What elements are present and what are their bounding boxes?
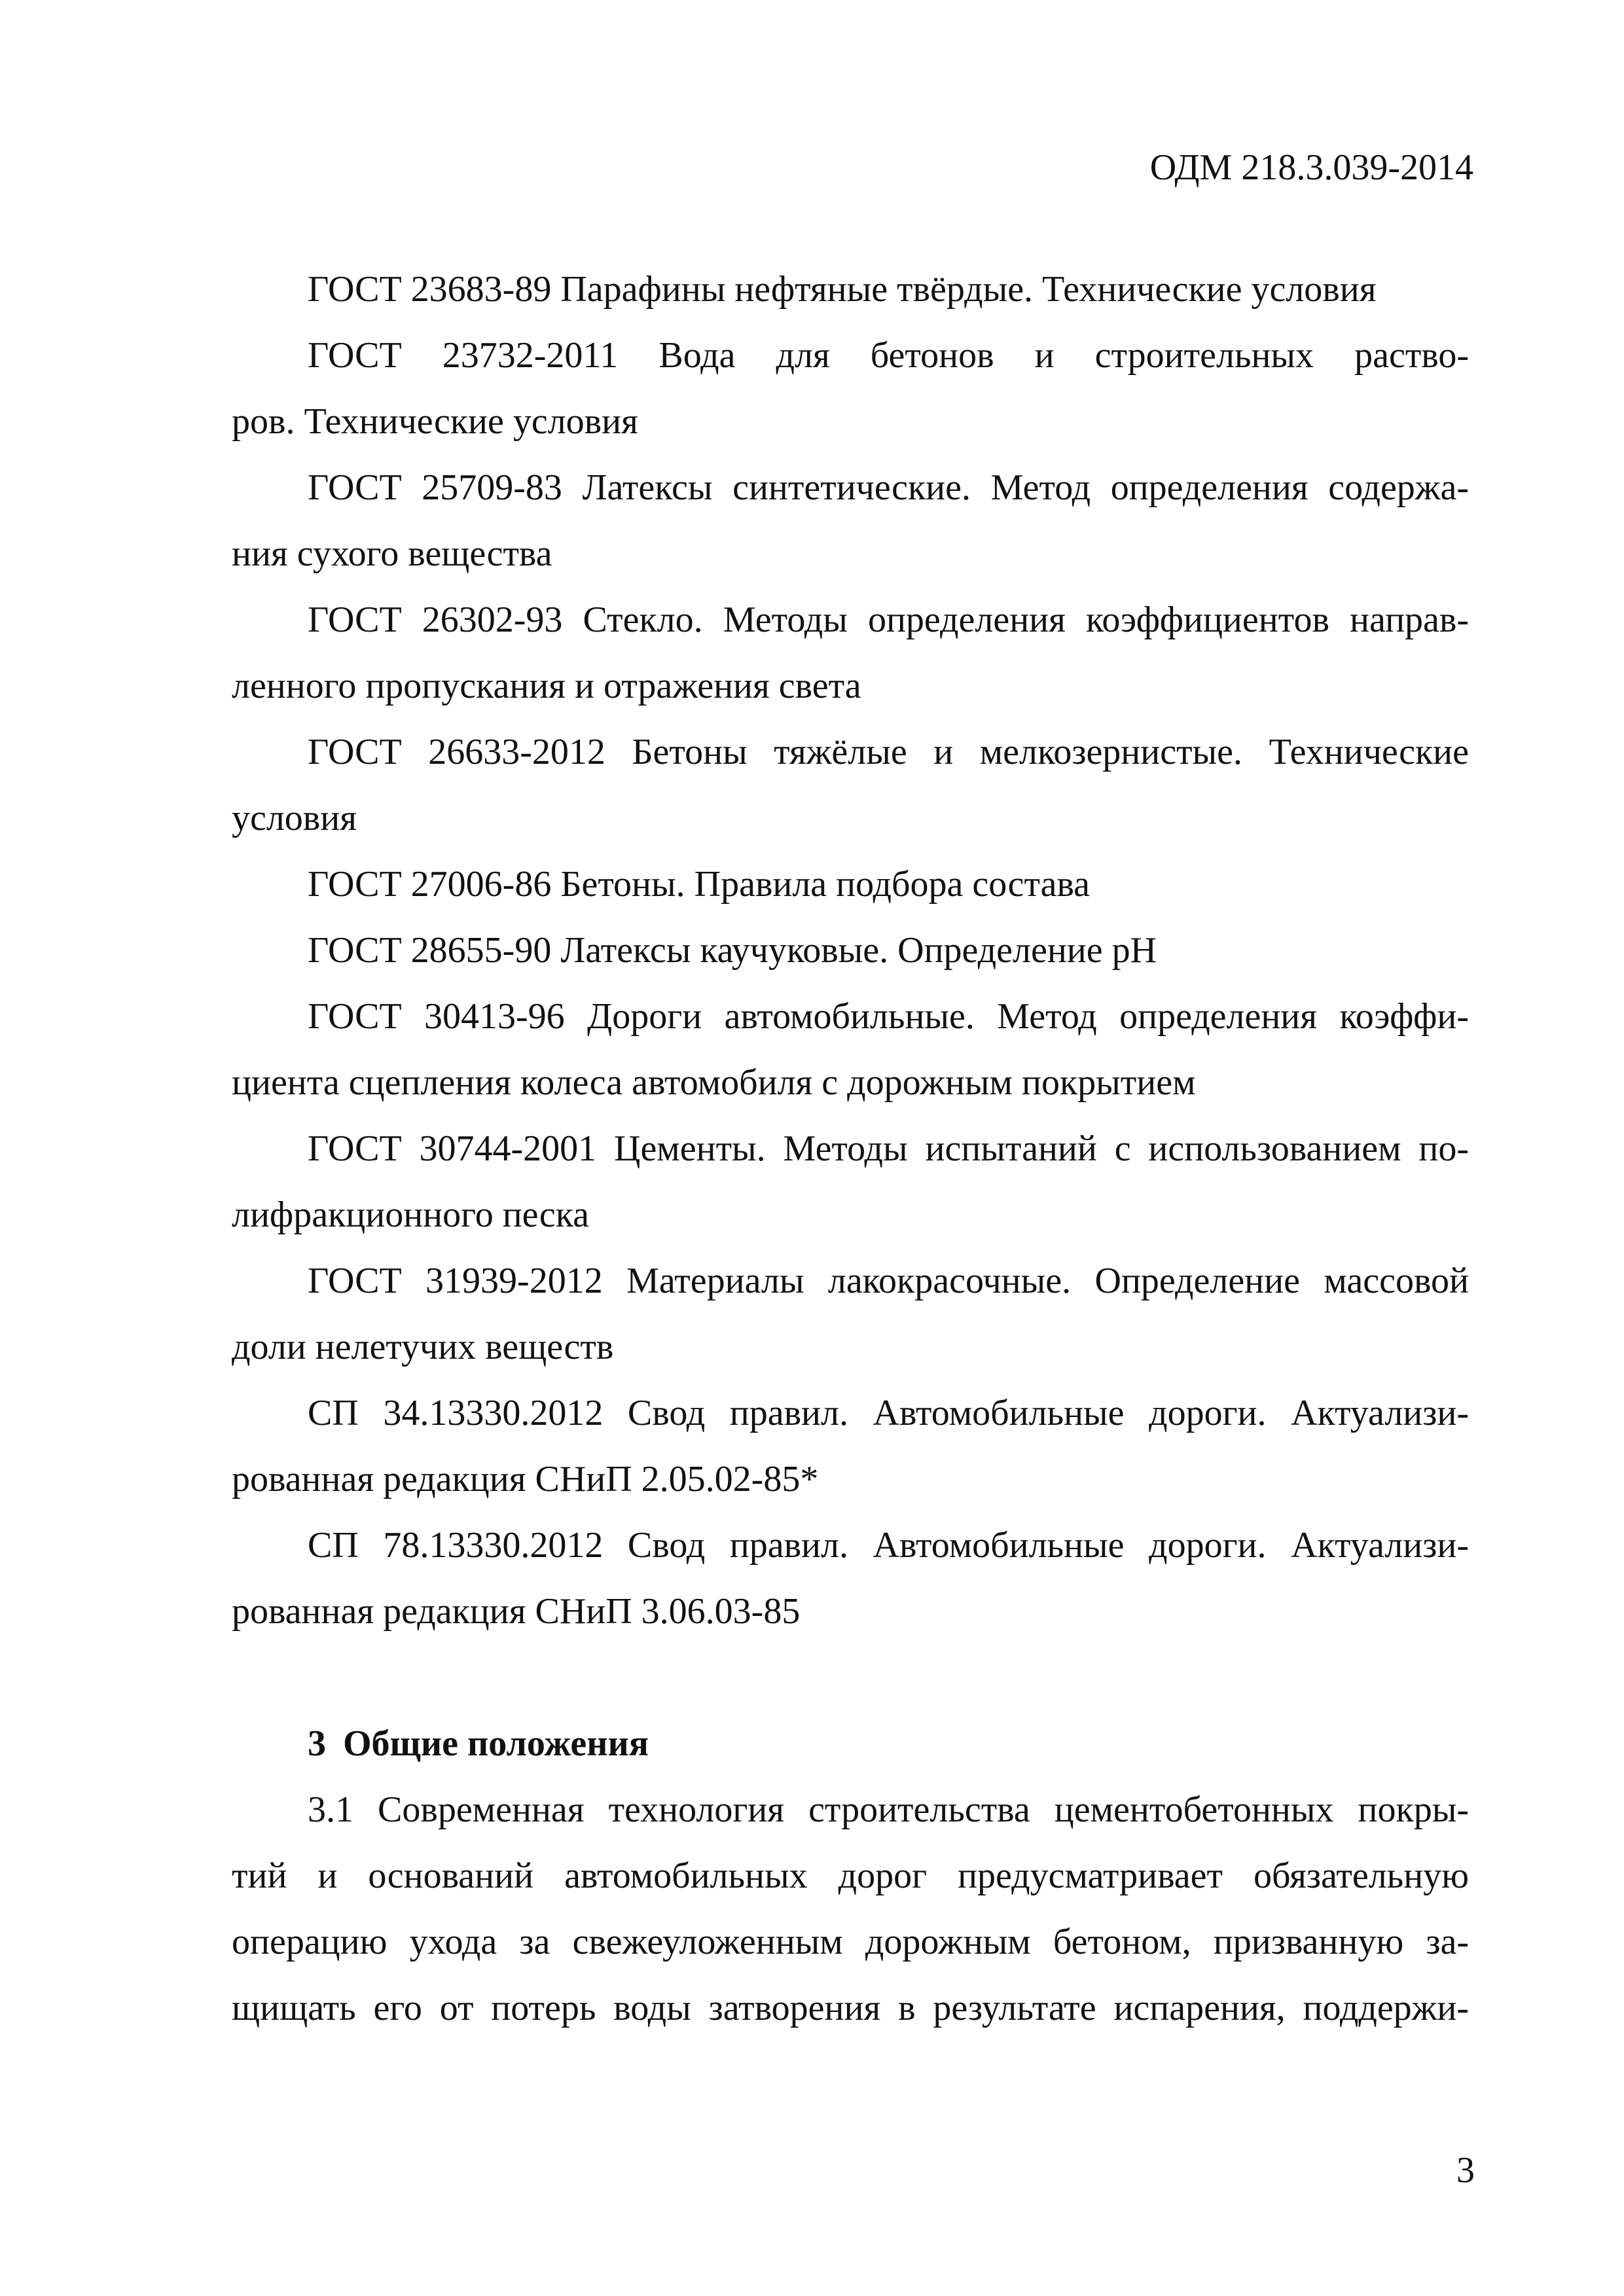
reference-line: СП 78.13330.2012 Свод правил. Автомобильные дороги. Актуализи- [308,1525,1469,1566]
reference-line: ГОСТ 23683-89 Парафины нефтяные твёрдые. Технические условия [308,269,1377,310]
paragraph-line: тий и оснований автомобильных дорог предусматривает обязательную [232,1856,1469,1896]
reference-line: ГОСТ 30413-96 Дороги автомобильные. Метод определения коэффи- [308,996,1469,1037]
reference-line: ГОСТ 28655-90 Латексы каучуковые. Определение pH [308,930,1157,971]
paragraph-line: операцию ухода за свежеуложенным дорожным бетоном, призванную за- [232,1922,1469,1962]
section-title: Общие положения [343,1723,649,1764]
reference-line: ГОСТ 23732-2011 Вода для бетонов и строительных раство- [308,335,1469,376]
reference-line: рованная редакция СНиП 3.06.03-85 [232,1591,801,1632]
page-number: 3 [1456,2150,1475,2191]
paragraph-line: 3.1 Современная технология строительства цементобетонных покры- [308,1789,1469,1830]
reference-line: ГОСТ 30744-2001 Цементы. Методы испытаний с использованием по- [308,1128,1469,1169]
section-number: 3 [308,1723,326,1764]
reference-line: условия [232,798,357,838]
reference-line: ГОСТ 27006-86 Бетоны. Правила подбора состава [308,864,1091,905]
reference-line: рованная редакция СНиП 2.05.02-85* [232,1459,819,1499]
section-spacer [232,1645,1469,1711]
reference-line: СП 34.13330.2012 Свод правил. Автомобильные дороги. Актуализи- [308,1393,1469,1433]
reference-line: доли нелетучих веществ [232,1327,614,1367]
reference-line: ГОСТ 26302-93 Стекло. Методы определения коэффициентов направ- [308,600,1469,640]
reference-line: циента сцепления колеса автомобиля с дорожным покрытием [232,1062,1196,1103]
reference-line: ГОСТ 25709-83 Латексы синтетические. Метод определения содержа- [308,467,1469,508]
reference-line: ГОСТ 31939-2012 Материалы лакокрасочные. Определение массовой [308,1261,1469,1301]
reference-line: ГОСТ 26633-2012 Бетоны тяжёлые и мелкозернистые. Технические [308,732,1469,772]
document-body [232,257,1469,2041]
paragraph-line: щищать его от потерь воды затворения в результате испарения, поддержи- [232,1988,1469,2028]
document-code: ОДМ 218.3.039-2014 [1149,147,1473,188]
section-heading [232,1711,1469,1777]
reference-line: ленного пропускания и отражения света [232,666,861,706]
reference-line: ния сухого вещества [232,533,552,574]
reference-line: лифракционного песка [232,1194,589,1235]
reference-line: ров. Технические условия [232,401,638,442]
